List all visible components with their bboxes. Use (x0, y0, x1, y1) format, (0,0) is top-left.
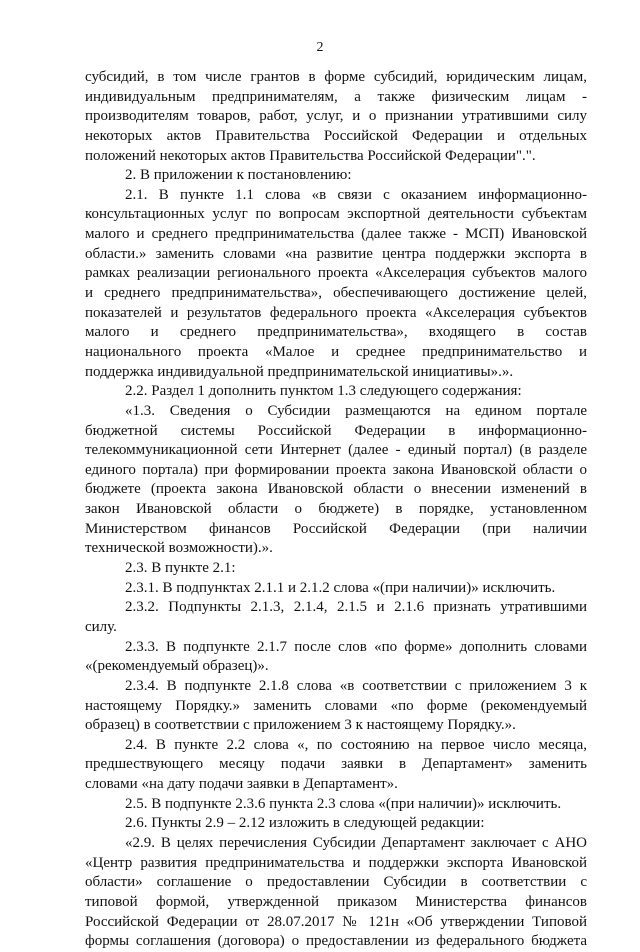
text-line: единого портала) при формировании проекта закона Ивановской области о (85, 461, 587, 478)
text-line: словами «на дату подачи заявки в Департамент». (85, 776, 398, 793)
text-line: Российской Федерации от 28.07.2017 № 121н «Об утверждении Типовой (85, 913, 587, 930)
text-line: рамках реализации регионального проекта «Акселерация субъектов малого (85, 265, 587, 282)
text-line: образец) в соответствии с приложением 3 к настоящему Порядку.». (85, 717, 516, 734)
text-line: некоторых актов Правительства Российской Федерации и отдельных (85, 127, 587, 144)
text-line: 2.1. В пункте 1.1 слова «в связи с оказанием информационно- (125, 186, 587, 203)
text-line: «Центр развития предпринимательства и поддержки экспорта Ивановской (85, 854, 587, 871)
text-line: 2.3.1. В подпунктах 2.1.1 и 2.1.2 слова «(при наличии)» исключить. (125, 579, 556, 596)
text-line: формы соглашения (договора) о предоставлении из федерального бюджета (85, 933, 587, 950)
text-line: 2.3. В пункте 2.1: (125, 560, 236, 577)
text-line: малого и среднего предпринимательства», входящего в состав (85, 324, 587, 341)
text-line: поддержка индивидуальной предпринимательской инициативы».». (85, 363, 514, 380)
text-line: консультационных услуг по вопросам экспортной деятельности субъектам (85, 206, 587, 223)
text-line: 2.3.3. В подпункте 2.1.7 после слов «по форме» дополнить словами (125, 638, 587, 655)
text-line: 2. В приложении к постановлению: (125, 167, 352, 184)
text-line: положений некоторых актов Правительства Российской Федерации".". (85, 147, 536, 164)
text-line: типовой формой, утвержденной приказом Министерства финансов (85, 893, 587, 910)
text-line: технической возможности).». (85, 540, 273, 557)
text-line: области.» заменить словами «на развитие центра поддержки экспорта в (85, 245, 587, 262)
document-body (85, 68, 587, 952)
text-line: индивидуальным предпринимателям, а также физическим лицам - (85, 88, 587, 105)
text-line: и среднего предпринимательства», обеспечивающего достижение целей, (85, 285, 587, 302)
text-line: 2.4. В пункте 2.2 слова «, по состоянию на первое число месяца, (125, 736, 587, 753)
text-line: области» соглашение о предоставлении Субсидии в соответствии с (85, 874, 587, 891)
text-line: закон Ивановской области о бюджете) в порядке, установленном (85, 501, 587, 518)
text-line: малого и среднего предпринимательства (далее также - МСП) Ивановской (85, 226, 587, 243)
page-number: 2 (316, 40, 324, 55)
text-line: 2.3.2. Подпункты 2.1.3, 2.1.4, 2.1.5 и 2.1.6 признать утратившими (125, 599, 587, 616)
text-line: предшествующего месяцу подачи заявки в Департамент» заменить (85, 756, 587, 773)
text-line: «2.9. В целях перечисления Субсидии Департамент заключает с АНО (125, 834, 587, 851)
text-line: 2.6. Пункты 2.9 – 2.12 изложить в следующей редакции: (125, 815, 485, 832)
text-line: показателей и результатов федерального проекта «Акселерация субъектов (85, 304, 587, 321)
text-line: субсидий, в том числе грантов в форме субсидий, юридическим лицам, (85, 69, 587, 85)
text-line: «1.3. Сведения о Субсидии размещаются на едином портале (125, 402, 587, 419)
text-line: Министерством финансов Российской Федерации (при наличии (85, 520, 587, 537)
text-line: силу. (85, 618, 117, 635)
text-line: 2.2. Раздел 1 дополнить пунктом 1.3 следующего содержания: (125, 383, 522, 400)
text-line: 2.3.4. В подпункте 2.1.8 слова «в соответствии с приложением 3 к (125, 677, 587, 694)
text-line: 2.5. В подпункте 2.3.6 пункта 2.3 слова «(при наличии)» исключить. (125, 795, 562, 812)
text-line: бюджете (проекта закона Ивановской области о внесении изменений в (85, 481, 587, 498)
text-line: национального проекта «Малое и среднее предпринимательство и (85, 343, 587, 360)
text-line: «(рекомендуемый образец)». (85, 658, 269, 675)
text-line: производителям товаров, работ, услуг, и о признании утратившими силу (85, 108, 587, 125)
text-line: настоящему Порядку.» заменить словами «по форме (рекомендуемый (85, 697, 587, 714)
text-line: бюджетной системы Российской Федерации в информационно- (85, 422, 587, 439)
text-line: телекоммуникационной сети Интернет (далее - единый портал) (в разделе (85, 442, 587, 459)
